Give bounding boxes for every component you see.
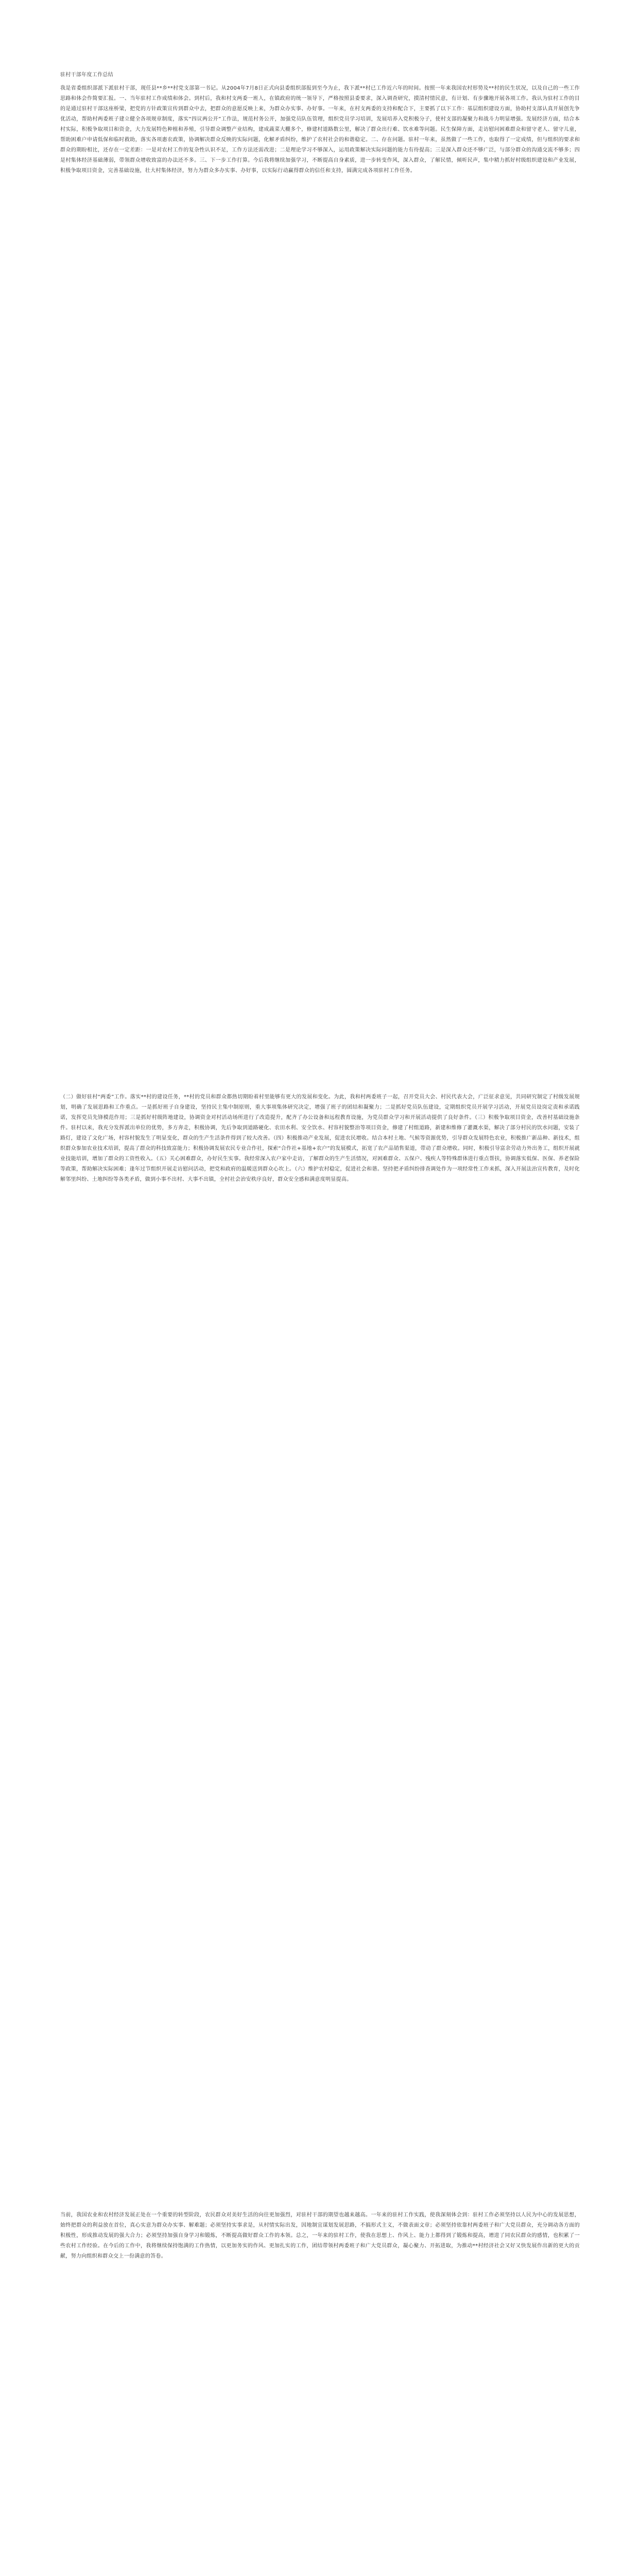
- paragraph-1: 我是省委组织部派下派驻村干部，现任县**乡**村党支部第一书记。从2004年7月8日正式向县委组织部报到至今为止，我下派**村已工作近六年的时间。按照一年来我国农村形势及**村的民生状况，以及自己的一些工作思路和体会作简要汇报。一、当年驻村工作成绩和体会。到村后，我和村支两委一班人，在镇政府的统一领导下，严格按照县委要求，深入调查研究，摸清村情民意，有计划、有步骤地开展各项工作。我认为驻村工作的目的是通过驻村干部这座桥梁，把党的方针政策宣传到群众中去，把群众的意愿反映上来，为群众办实事、办好事。一年来，在村支两委的支持和配合下，主要抓了以下工作：基层组织建设方面，协助村支部认真开展创先争优活动，帮助村两委班子建立健全各项规章制度，落实“四议两公开”工作法，规范村务公开，加强党员队伍管理，组织党员学习培训，发展培养入党积极分子，使村支部的凝聚力和战斗力明显增强。发展经济方面，结合本村实际，积极争取项目和资金，大力发展特色种植和养殖，引导群众调整产业结构，建成蔬菜大棚多个，修建村道路数公里，解决了群众出行难、饮水难等问题。民生保障方面，走访慰问困难群众和留守老人、留守儿童，帮助困难户申请低保和临时救助，落实各项惠农政策，协调解决群众反映的实际问题，化解矛盾纠纷，维护了农村社会的和谐稳定。二、存在问题。驻村一年来，虽然做了一些工作，也取得了一定成绩，但与组织的要求和群众的期盼相比，还存在一定差距：一是对农村工作的复杂性认识不足，工作方法还需改进；二是理论学习不够深入，运用政策解决实际问题的能力有待提高；三是深入群众还不够广泛，与部分群众的沟通交流不够多；四是村集体经济基础薄弱，带领群众增收致富的办法还不多。三、下一步工作打算。今后我将继续加强学习，不断提高自身素质，进一步转变作风，深入群众，了解民情，倾听民声，集中精力抓好村级组织建设和产业发展，积极争取项目资金，完善基础设施，壮大村集体经济，努力为群众多办实事、办好事，以实际行动赢得群众的信任和支持，圆满完成各项驻村工作任务。: [60, 86, 580, 174]
- paragraph-2: （二）做好驻村“两委”工作。落实**村的建设任务，**村的党员和群众都热切期盼着村里能够有更大的发展和变化。为此，我和村两委班子一起，召开党员大会、村民代表大会，广泛征求意见，共同研究制定了村级发展规划，明确了发展思路和工作重点。一是抓好班子自身建设，坚持民主集中制原则，重大事项集体研究决定，增强了班子的团结和凝聚力；二是抓好党员队伍建设，定期组织党员开展学习活动，开展党员设岗定责和承诺践诺，发挥党员先锋模范作用；三是抓好村级阵地建设，协调资金对村活动场所进行了改造提升，配齐了办公设备和远程教育设施，为党员群众学习和开展活动提供了良好条件。（三）积极争取项目资金，改善村基础设施条件。驻村以来，我充分发挥派出单位的优势，多方奔走，积极协调，先后争取到道路硬化、农田水利、安全饮水、村容村貌整治等项目资金，修建了村组道路，新建和维修了灌溉水渠，解决了部分村民的饮水问题，安装了路灯，建设了文化广场，村容村貌发生了明显变化，群众的生产生活条件得到了较大改善。（四）积极推动产业发展，促进农民增收。结合本村土地、气候等资源优势，引导群众发展特色农业，积极推广新品种、新技术，组织群众参加农业技术培训，提高了群众的科技致富能力；积极协调发展农民专业合作社，探索“合作社+基地+农户”的发展模式，拓宽了农产品销售渠道，带动了群众增收。同时，积极引导富余劳动力外出务工，组织开展就业技能培训，增加了群众的工资性收入。（五）关心困难群众，办好民生实事。我经常深入农户家中走访，了解群众的生产生活情况，对困难群众、五保户、残疾人等特殊群体进行重点帮扶，协调落实低保、医保、养老保险等政策，帮助解决实际困难；逢年过节组织开展走访慰问活动，把党和政府的温暖送到群众心坎上。（六）维护农村稳定，促进社会和谐。坚持把矛盾纠纷排查调处作为一项经常性工作来抓，深入开展法治宣传教育，及时化解邻里纠纷、土地纠纷等各类矛盾，做到小事不出村、大事不出镇，全村社会治安秩序良好，群众安全感和满意度明显提高。: [60, 1094, 580, 1182]
- document-title: 驻村干部年度工作总结: [60, 72, 113, 78]
- paragraph-3: 当前，我国农业和农村经济发展正处在一个重要的转型阶段，农民群众对美好生活的向往更加强烈，对驻村干部的期望也越来越高。一年来的驻村工作实践，使我深刻体会到：驻村工作必须坚持以人民为中心的发展思想，始终把群众的利益放在首位，真心实意为群众办实事、解难题；必须坚持实事求是，从村情实际出发，因地制宜谋划发展思路，不搞形式主义，不做表面文章；必须坚持依靠村两委班子和广大党员群众，充分调动各方面的积极性，形成推动发展的强大合力；必须坚持加强自身学习和锻炼，不断提高做好群众工作的本领。总之，一年来的驻村工作，使我在思想上、作风上、能力上都得到了锻炼和提高，增进了同农民群众的感情，也积累了一些农村工作经验。在今后的工作中，我将继续保持饱满的工作热情，以更加务实的作风、更加扎实的工作，团结带领村两委班子和广大党员群众，凝心聚力、开拓进取，为推动**村经济社会又好又快发展作出新的更大的贡献，努力向组织和群众交上一份满意的答卷。: [60, 2212, 580, 2259]
